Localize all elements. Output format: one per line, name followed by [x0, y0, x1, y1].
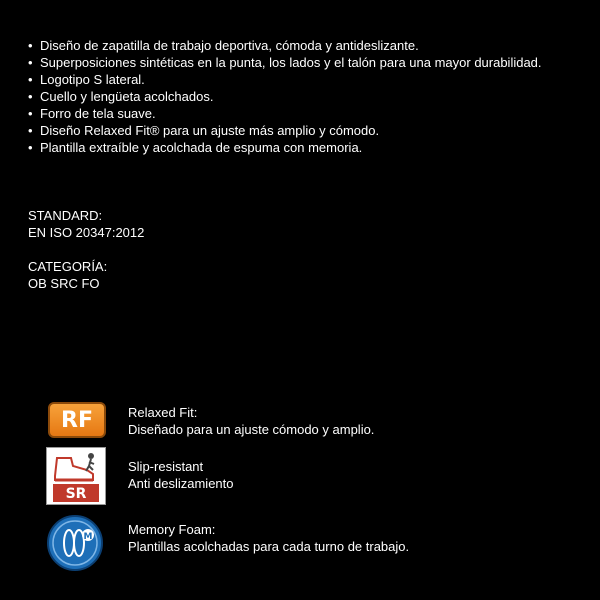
- slip-resistant-desc: Anti deslizamiento: [128, 476, 234, 491]
- memory-foam-text: [128, 521, 409, 555]
- sr-badge-icon: [46, 447, 106, 505]
- memory-foam-badge-icon: [45, 515, 105, 571]
- category-block: [28, 258, 107, 292]
- svg-text:SR: SR: [65, 486, 87, 502]
- standard-label: STANDARD:: [28, 208, 103, 223]
- standard-block: [28, 207, 144, 241]
- shoe-slip-icon: [47, 448, 105, 504]
- category-value: OB SRC FO: [28, 276, 100, 291]
- slip-resistant-text: [128, 458, 234, 492]
- category-label: CATEGORÍA:: [28, 259, 108, 274]
- rf-badge-icon: RF: [48, 402, 106, 438]
- memory-foam-desc: Plantillas acolchadas para cada turno de trabajo.: [128, 539, 410, 554]
- insole-icon: [45, 515, 105, 571]
- svg-text:M: M: [83, 532, 93, 542]
- feature-item: • Forro de tela suave.: [28, 106, 156, 121]
- feature-list: [28, 37, 588, 156]
- slip-resistant-title: Slip-resistant: [128, 459, 204, 474]
- feature-item: • Logotipo S lateral.: [28, 72, 145, 87]
- feature-item: • Plantilla extraíble y acolchada de espuma con memoria.: [28, 140, 363, 155]
- memory-foam-title: Memory Foam:: [128, 522, 216, 537]
- standard-value: EN ISO 20347:2012: [28, 225, 145, 240]
- feature-item: • Cuello y lengüeta acolchados.: [28, 89, 214, 104]
- feature-item: • Diseño de zapatilla de trabajo deportiva, cómoda y antideslizante.: [28, 38, 419, 53]
- feature-item: • Superposiciones sintéticas en la punta, los lados y el talón para una mayor durabilidad.: [28, 55, 542, 70]
- relaxed-fit-desc: Diseñado para un ajuste cómodo y amplio.: [128, 422, 375, 437]
- feature-item: • Diseño Relaxed Fit® para un ajuste más amplio y cómodo.: [28, 123, 380, 138]
- relaxed-fit-title: Relaxed Fit:: [128, 405, 198, 420]
- relaxed-fit-text: [128, 404, 374, 438]
